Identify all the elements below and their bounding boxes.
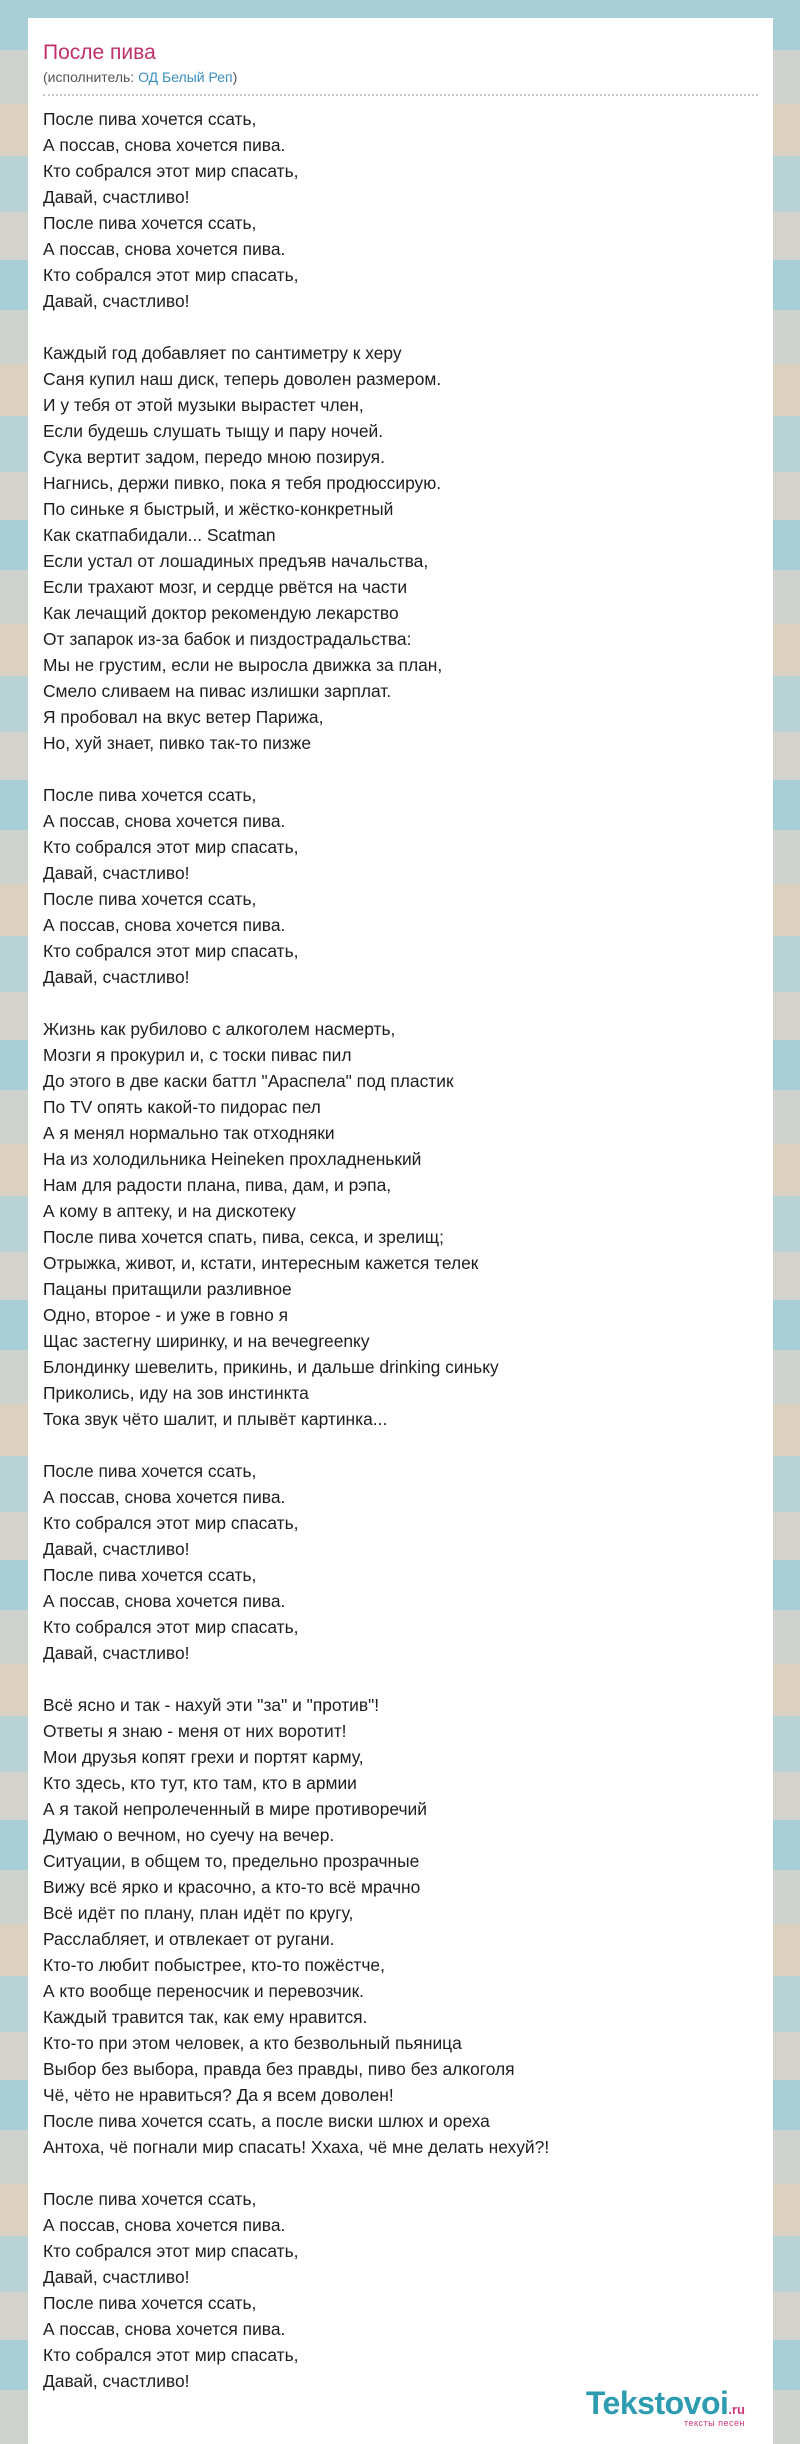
lyric-line: А поссав, снова хочется пива. bbox=[43, 135, 286, 155]
lyric-line: После пива хочется спать, пива, секса, и зрелищ; bbox=[43, 1227, 444, 1247]
lyric-line: Но, хуй знает, пивко так-то пизже bbox=[43, 733, 312, 753]
lyric-line: Расслабляет, и отвлекает от ругани. bbox=[43, 1929, 335, 1949]
lyric-line: А поссав, снова хочется пива. bbox=[43, 1487, 286, 1507]
lyric-line: Жизнь как рубилово с алкоголем насмерть, bbox=[43, 1019, 396, 1039]
lyric-line: Как лечащий доктор рекомендую лекарство bbox=[43, 603, 399, 623]
lyric-line: А кто вообще переносчик и перевозчик. bbox=[43, 1981, 365, 2001]
lyric-line: Кто собрался этот мир спасать, bbox=[43, 1617, 299, 1637]
lyric-line: До этого в две каски баттл "Араспела" под пластик bbox=[43, 1071, 454, 1091]
lyric-line: Всё ясно и так - нахуй эти "за" и "против"! bbox=[43, 1695, 380, 1715]
lyric-line: Как скатпабидали... Scatman bbox=[43, 525, 276, 545]
performer-line bbox=[43, 69, 237, 85]
lyric-line: Давай, счастливо! bbox=[43, 2371, 190, 2391]
lyric-line: Кто собрался этот мир спасать, bbox=[43, 2241, 299, 2261]
stanza-gap bbox=[43, 2160, 758, 2186]
logo-tagline: тексты песен bbox=[683, 2418, 745, 2428]
lyric-line: А кому в аптеку, и на дискотеку bbox=[43, 1201, 296, 1221]
lyric-line: А поссав, снова хочется пива. bbox=[43, 811, 286, 831]
logo-wordmark: Tekstovoi bbox=[585, 2385, 729, 2421]
lyric-line: Давай, счастливо! bbox=[43, 967, 190, 987]
lyric-line: Кто собрался этот мир спасать, bbox=[43, 2345, 299, 2365]
lyric-line: Саня купил наш диск, теперь доволен размером. bbox=[43, 369, 442, 389]
lyric-line: Мозги я прокурил и, с тоски пивас пил bbox=[43, 1045, 352, 1065]
lyric-line: Сука вертит задом, передо мною позируя. bbox=[43, 447, 385, 467]
lyric-line: Кто здесь, кто тут, кто там, кто в армии bbox=[43, 1773, 357, 1793]
lyric-line: Кто собрался этот мир спасать, bbox=[43, 1513, 299, 1533]
lyric-line: Давай, счастливо! bbox=[43, 1539, 190, 1559]
lyric-line: Вижу всё ярко и красочно, а кто-то всё мрачно bbox=[43, 1877, 421, 1897]
lyric-line: Ситуации, в общем то, предельно прозрачные bbox=[43, 1851, 420, 1871]
stanza-gap bbox=[43, 1666, 758, 1692]
lyric-line: Блондинку шевелить, прикинь, и дальше drinking синьку bbox=[43, 1357, 499, 1377]
lyric-line: Я пробовал на вкус ветер Парижа, bbox=[43, 707, 324, 727]
lyric-line: Отрыжка, живот, и, кстати, интересным кажется телек bbox=[43, 1253, 479, 1273]
lyric-line: Нагнись, держи пивко, пока я тебя продюссирую. bbox=[43, 473, 442, 493]
site-logo[interactable] bbox=[586, 2386, 745, 2428]
lyric-line: А поссав, снова хочется пива. bbox=[43, 2319, 286, 2339]
lyric-line: Щас застегну ширинку, и на вечеgreenку bbox=[43, 1331, 370, 1351]
stanza-gap bbox=[43, 314, 758, 340]
lyric-line: Если устал от лошадиных предъяв начальства, bbox=[43, 551, 429, 571]
lyric-line: После пива хочется ссать, bbox=[43, 109, 257, 129]
lyric-line: Мы не грустим, если не выросла движка за план, bbox=[43, 655, 443, 675]
lyric-line: Антоха, чё погнали мир спасать! Ххаха, чё мне делать нехуй?! bbox=[43, 2137, 550, 2157]
lyric-line: Если трахают мозг, и сердце рвётся на части bbox=[43, 577, 408, 597]
lyric-line: Думаю о вечном, но суечу на вечер. bbox=[43, 1825, 335, 1845]
lyric-line: После пива хочется ссать, bbox=[43, 889, 257, 909]
lyric-line: От запарок из-за бабок и пиздострадальства: bbox=[43, 629, 412, 649]
performer-prefix: (исполнитель: bbox=[43, 69, 139, 85]
lyric-line: Кто-то при этом человек, а кто безвольный пьяница bbox=[43, 2033, 462, 2053]
lyric-line: Пацаны притащили разливное bbox=[43, 1279, 292, 1299]
lyric-line: Если будешь слушать тыщу и пару ночей. bbox=[43, 421, 384, 441]
stanza-gap bbox=[43, 1432, 758, 1458]
lyric-line: После пива хочется ссать, bbox=[43, 2293, 257, 2313]
performer-link[interactable]: ОД Белый Реп bbox=[138, 69, 233, 85]
lyric-line: После пива хочется ссать, bbox=[43, 1565, 257, 1585]
lyric-line: По синьке я быстрый, и жёстко-конкретный bbox=[43, 499, 394, 519]
lyric-line: Кто собрался этот мир спасать, bbox=[43, 161, 299, 181]
lyric-line: Чё, чёто не нравиться? Да я всем доволен! bbox=[43, 2085, 394, 2105]
lyric-line: А поссав, снова хочется пива. bbox=[43, 239, 286, 259]
lyric-line: Смело сливаем на пивас излишки зарплат. bbox=[43, 681, 392, 701]
lyric-line: Давай, счастливо! bbox=[43, 2267, 190, 2287]
lyric-line: Кто собрался этот мир спасать, bbox=[43, 837, 299, 857]
lyric-line: Каждый травится так, как ему нравится. bbox=[43, 2007, 368, 2027]
lyric-line: Всё идёт по плану, план идёт по кругу, bbox=[43, 1903, 354, 1923]
lyric-line: Кто собрался этот мир спасать, bbox=[43, 265, 299, 285]
lyric-line: А поссав, снова хочется пива. bbox=[43, 915, 286, 935]
lyric-line: А я менял нормально так отходняки bbox=[43, 1123, 335, 1143]
lyric-line: Каждый год добавляет по сантиметру к херу bbox=[43, 343, 402, 363]
lyric-line: Давай, счастливо! bbox=[43, 187, 190, 207]
lyric-line: На из холодильника Heineken прохладненький bbox=[43, 1149, 422, 1169]
performer-suffix: ) bbox=[232, 69, 238, 85]
lyric-line: После пива хочется ссать, bbox=[43, 1461, 257, 1481]
lyric-line: А поссав, снова хочется пива. bbox=[43, 1591, 286, 1611]
lyric-line: Тока звук чёто шалит, и плывёт картинка... bbox=[43, 1409, 388, 1429]
lyric-line: Приколись, иду на зов инстинкта bbox=[43, 1383, 309, 1403]
lyric-line: Одно, второе - и уже в говно я bbox=[43, 1305, 289, 1325]
song-title: После пива bbox=[43, 41, 156, 64]
lyric-line: Кто собрался этот мир спасать, bbox=[43, 941, 299, 961]
lyric-line: А поссав, снова хочется пива. bbox=[43, 2215, 286, 2235]
title-divider bbox=[43, 94, 758, 96]
lyric-line: По TV опять какой-то пидорас пел bbox=[43, 1097, 321, 1117]
lyric-line: Нам для радости плана, пива, дам, и рэпа, bbox=[43, 1175, 392, 1195]
lyric-line: Выбор без выбора, правда без правды, пиво без алкоголя bbox=[43, 2059, 515, 2079]
lyric-line: После пива хочется ссать, bbox=[43, 2189, 257, 2209]
stanza-gap bbox=[43, 990, 758, 1016]
lyric-line: Мои друзья копят грехи и портят карму, bbox=[43, 1747, 364, 1767]
lyric-line: Давай, счастливо! bbox=[43, 291, 190, 311]
lyric-line: А я такой непролеченный в мире противоречий bbox=[43, 1799, 427, 1819]
stanza-gap bbox=[43, 756, 758, 782]
lyric-line: И у тебя от этой музыки вырастет член, bbox=[43, 395, 364, 415]
lyric-line: После пива хочется ссать, bbox=[43, 785, 257, 805]
lyric-line: Давай, счастливо! bbox=[43, 863, 190, 883]
lyric-line: Давай, счастливо! bbox=[43, 1643, 190, 1663]
lyrics-text bbox=[43, 106, 758, 2394]
lyric-line: После пива хочется ссать, bbox=[43, 213, 257, 233]
logo-tld: .ru bbox=[728, 2402, 745, 2417]
lyric-line: После пива хочется ссать, а после виски шлюх и ореха bbox=[43, 2111, 490, 2131]
lyric-line: Кто-то любит побыстрее, кто-то пожёстче, bbox=[43, 1955, 385, 1975]
lyric-line: Ответы я знаю - меня от них воротит! bbox=[43, 1721, 347, 1741]
lyrics-page bbox=[28, 18, 773, 2444]
